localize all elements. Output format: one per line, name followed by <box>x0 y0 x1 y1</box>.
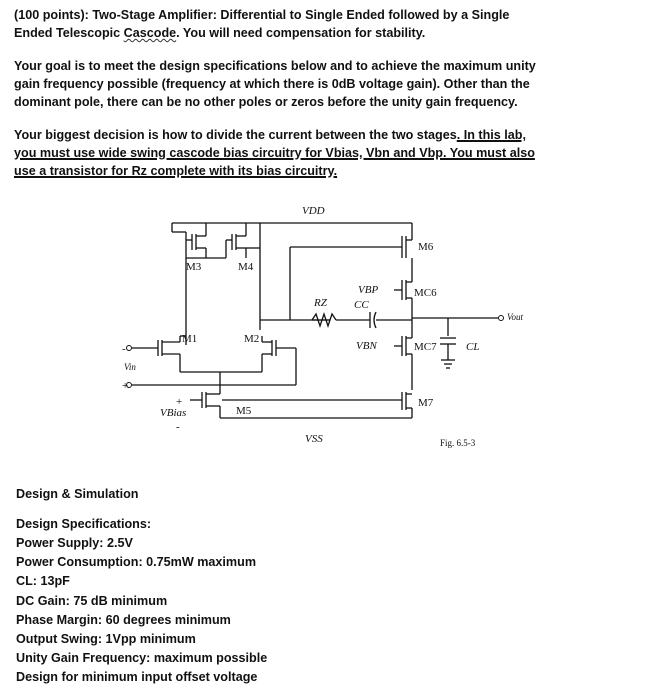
goal-paragraph <box>14 57 644 111</box>
label-cc: CC <box>354 299 369 311</box>
decision-line-2: you must use wide swing cascode bias circuitry for Vbias, Vbn and Vbp. You must also <box>14 146 535 160</box>
label-vbias: VBias <box>160 407 187 419</box>
label-vbp: VBP <box>358 284 379 296</box>
label-mc6: MC6 <box>414 287 437 299</box>
spec-item: Power Supply: 2.5V <box>16 536 133 550</box>
label-m5: M5 <box>236 405 252 417</box>
spec-list <box>16 534 267 688</box>
goal-line-2: gain frequency possible (frequency at which there is 0dB voltage gain). Other than the <box>14 77 530 91</box>
label-m7: M7 <box>418 397 434 409</box>
spec-item: DC Gain: 75 dB minimum <box>16 593 168 608</box>
label-vbn: VBN <box>356 340 377 352</box>
problem-line-1: (100 points): Two-Stage Amplifier: Differential to Single Ended followed by a Single <box>14 8 510 22</box>
spec-item: Phase Margin: 60 degrees minimum <box>16 612 231 627</box>
label-cl: CL <box>466 341 480 353</box>
label-vout: Vout <box>507 312 524 322</box>
spec-heading: Design Specifications: <box>16 517 152 531</box>
goal-line-3: dominant pole, there can be no other poles or zeros before the unity gain frequency. <box>14 95 518 109</box>
problem-text: Ended Telescopic <box>14 26 124 40</box>
decision-line-3: use a transistor for Rz complete with its bias circuitry. <box>14 164 338 178</box>
spec-item: CL: 13pF <box>16 574 70 589</box>
label-m4: M4 <box>238 261 254 273</box>
decision-text: Your biggest decision is how to divide the current between the two stages <box>14 128 457 142</box>
figure-caption: Fig. 6.5-3 <box>440 438 476 448</box>
label-m6: M6 <box>418 241 434 253</box>
decision-paragraph <box>14 126 644 180</box>
input-terminals <box>127 316 504 388</box>
cascode-word: Cascode <box>123 26 177 40</box>
spec-item: Unity Gain Frequency: maximum possible <box>16 651 268 666</box>
label-vbias-plus: + <box>176 396 183 408</box>
decision-line-1 <box>14 126 644 144</box>
label-vin-minus: - <box>122 343 126 355</box>
label-mc7: MC7 <box>414 341 437 353</box>
spec-item: Design for minimum input offset voltage <box>16 670 258 685</box>
problem-statement <box>14 6 644 42</box>
circuit-wires <box>132 223 498 418</box>
label-vin: Vin <box>124 362 136 372</box>
label-m3: M3 <box>186 261 202 273</box>
spec-item: Output Swing: 1Vpp minimum <box>16 632 196 647</box>
decision-underlined: . In this lab, <box>456 128 526 142</box>
label-vin-plus: + <box>122 380 129 392</box>
circuit-schematic <box>0 195 655 465</box>
label-m2: M2 <box>244 333 260 345</box>
goal-line-1: Your goal is to meet the design specifications below and to achieve the maximum unity <box>14 59 536 73</box>
label-vss: VSS <box>305 433 323 445</box>
label-vbias-minus: - <box>176 421 180 433</box>
design-heading: Design & Simulation <box>16 487 139 501</box>
problem-line-2 <box>14 24 644 42</box>
problem-text-end: . You will need compensation for stability. <box>176 26 426 40</box>
label-rz: RZ <box>314 297 327 309</box>
spec-item: Power Consumption: 0.75mW maximum <box>16 555 257 570</box>
label-m1: M1 <box>182 333 198 345</box>
label-vdd: VDD <box>302 205 325 217</box>
